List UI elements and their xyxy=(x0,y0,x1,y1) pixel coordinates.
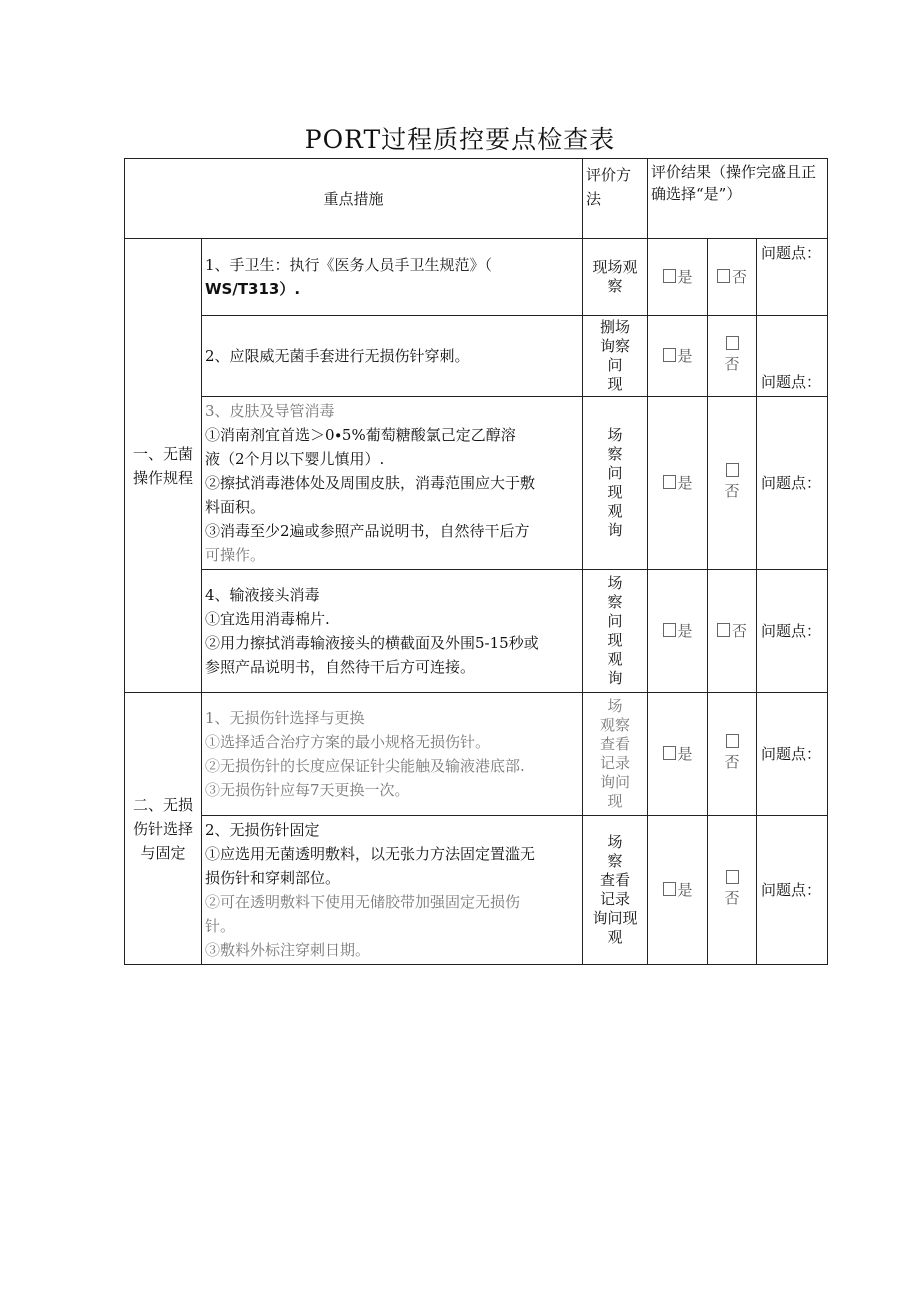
category-aseptic: 一、无菌操作规程 xyxy=(125,239,202,693)
method-cell xyxy=(583,397,648,570)
method-cell xyxy=(583,570,648,693)
no-checkbox[interactable] xyxy=(708,239,757,316)
no-checkbox[interactable] xyxy=(708,693,757,816)
checkbox-icon xyxy=(663,348,676,362)
method-cell xyxy=(583,239,648,316)
measure-cell xyxy=(202,693,583,816)
measure-line: 1、手卫生：执行《医务人员手卫生规范》（ xyxy=(205,256,493,274)
yes-checkbox[interactable] xyxy=(648,239,708,316)
measure-line: WS/T313）. xyxy=(205,280,301,298)
yes-checkbox[interactable] xyxy=(648,693,708,816)
method-word: 现 xyxy=(607,792,623,810)
checkbox-icon xyxy=(717,623,730,637)
issue-field[interactable]: 问题点： xyxy=(757,816,828,965)
table-row xyxy=(125,239,828,316)
no-label: 否 xyxy=(724,753,740,771)
measure-line: ①消南剂宜首选＞0∙5%葡萄糖酸氯己定乙醇溶 xyxy=(205,426,516,444)
measure-line: ②擦拭消毒港体处及周围皮肤，消毒范围应大于敷 xyxy=(205,474,536,492)
table-row xyxy=(125,816,828,965)
measure-line: ①应选用无菌透明敷料，以无张力方法固定置滥无 xyxy=(205,845,536,863)
checkbox-icon xyxy=(663,882,676,896)
method-word: 观 xyxy=(607,650,623,668)
method-word: 询察 xyxy=(600,337,631,355)
yes-checkbox[interactable] xyxy=(648,570,708,693)
measure-line: 2、应限威无菌手套进行无损伤针穿刺。 xyxy=(205,347,470,365)
yes-label: 是 xyxy=(677,347,693,365)
measure-cell xyxy=(202,239,583,316)
checkbox-icon xyxy=(663,475,676,489)
issue-field[interactable]: 问题点： xyxy=(757,570,828,693)
method-word: 询问现 xyxy=(592,909,638,927)
method-word: 问 xyxy=(607,612,623,630)
method-cell xyxy=(583,693,648,816)
checkbox-icon xyxy=(726,463,739,477)
method-word: 问 xyxy=(607,356,623,374)
checkbox-icon xyxy=(726,734,739,748)
issue-field[interactable]: 问题点： xyxy=(757,693,828,816)
issue-field[interactable]: 问题点： xyxy=(757,239,828,316)
measure-line: 2、无损伤针固定 xyxy=(205,821,320,839)
measure-line: ③无损伤针应每7天更换一次。 xyxy=(205,781,410,799)
method-word: 询 xyxy=(607,521,623,539)
method-word: 察 xyxy=(607,593,623,611)
method-word: 场 xyxy=(607,574,623,592)
method-word: 观察 xyxy=(600,716,631,734)
measure-line: ①选择适合治疗方案的最小规格无损伤针。 xyxy=(205,733,491,751)
method-word: 记录 xyxy=(600,890,631,908)
measure-cell xyxy=(202,397,583,570)
measure-line: 针。 xyxy=(205,917,236,935)
measure-line: ②用力擦拭消毒输液接头的横截面及外围5-15秒或 xyxy=(205,634,539,652)
checkbox-icon xyxy=(663,746,676,760)
table-row xyxy=(125,570,828,693)
checkbox-icon xyxy=(717,269,730,283)
no-label: 否 xyxy=(724,889,740,907)
method-word: 场 xyxy=(607,697,623,715)
method-word: 察 xyxy=(607,277,623,295)
measure-line: 料面积。 xyxy=(205,498,266,516)
table-row xyxy=(125,316,828,397)
method-word: 察 xyxy=(607,445,623,463)
method-cell xyxy=(583,816,648,965)
no-checkbox[interactable] xyxy=(708,397,757,570)
measure-line: ②无损伤针的长度应保证针尖能触及输液港底部. xyxy=(205,757,525,775)
measure-cell xyxy=(202,316,583,397)
header-method: 评价方法 xyxy=(583,159,648,239)
no-checkbox[interactable] xyxy=(708,316,757,397)
method-word: 观 xyxy=(607,502,623,520)
method-word: 场 xyxy=(607,426,623,444)
yes-label: 是 xyxy=(677,745,693,763)
measure-line: 损伤针和穿刺部位。 xyxy=(205,869,341,887)
method-word: 询问 xyxy=(600,773,631,791)
issue-field[interactable]: 问题点： xyxy=(757,397,828,570)
measure-line: ②可在透明敷料下使用无储胶带加强固定无损伤 xyxy=(205,893,521,911)
measure-line: ③敷料外标注穿刺日期。 xyxy=(205,941,371,959)
method-word: 问 xyxy=(607,464,623,482)
measure-line: 4、输液接头消毒 xyxy=(205,586,320,604)
checkbox-icon xyxy=(663,623,676,637)
method-word: 查看 xyxy=(600,735,631,753)
yes-label: 是 xyxy=(677,881,693,899)
yes-label: 是 xyxy=(677,268,693,286)
page-title: PORT过程质控要点检查表 xyxy=(304,125,616,154)
method-cell xyxy=(583,316,648,397)
checkbox-icon xyxy=(726,870,739,884)
no-label: 否 xyxy=(732,622,748,640)
measure-cell xyxy=(202,570,583,693)
method-word: 询 xyxy=(607,669,623,687)
measure-line: ①宜选用消毒棉片. xyxy=(205,610,330,628)
no-checkbox[interactable] xyxy=(708,570,757,693)
issue-field[interactable]: 问题点： xyxy=(757,316,828,397)
measure-line: 3、皮肤及导管消毒 xyxy=(205,402,335,420)
category-needle: 二、无损伤针选择与固定 xyxy=(125,693,202,965)
method-word: 捌场 xyxy=(600,318,631,336)
yes-label: 是 xyxy=(677,474,693,492)
table-row xyxy=(125,397,828,570)
method-word: 观 xyxy=(607,928,623,946)
measure-line: 可操作。 xyxy=(205,546,266,564)
no-checkbox[interactable] xyxy=(708,816,757,965)
yes-checkbox[interactable] xyxy=(648,316,708,397)
checkbox-icon xyxy=(726,336,739,350)
no-label: 否 xyxy=(724,355,740,373)
checkbox-icon xyxy=(663,269,676,283)
yes-checkbox[interactable] xyxy=(648,816,708,965)
measure-line: 液（2个月以下婴儿慎用）. xyxy=(205,450,385,468)
method-word: 记录 xyxy=(600,754,631,772)
method-word: 现 xyxy=(607,483,623,501)
measure-cell xyxy=(202,816,583,965)
method-word: 场 xyxy=(607,833,623,851)
measure-line: ③消毒至少2遍或参照产品说明书，自然待干后方 xyxy=(205,522,530,540)
table-row xyxy=(125,693,828,816)
method-word: 现场观 xyxy=(592,258,638,276)
header-result: 评价结果（操作完盛且正确选择“是”） xyxy=(648,159,828,239)
method-word: 察 xyxy=(607,852,623,870)
no-label: 否 xyxy=(724,482,740,500)
header-measure: 重点措施 xyxy=(125,159,583,239)
measure-line: 参照产品说明书，自然待干后方可连接。 xyxy=(205,658,476,676)
yes-checkbox[interactable] xyxy=(648,397,708,570)
table-header-row xyxy=(125,159,828,239)
method-word: 现 xyxy=(607,631,623,649)
yes-label: 是 xyxy=(677,622,693,640)
method-word: 查看 xyxy=(600,871,631,889)
no-label: 否 xyxy=(732,268,748,286)
method-word: 现 xyxy=(607,375,623,393)
checklist-table xyxy=(124,158,828,965)
measure-line: 1、无损伤针选择与更换 xyxy=(205,709,365,727)
